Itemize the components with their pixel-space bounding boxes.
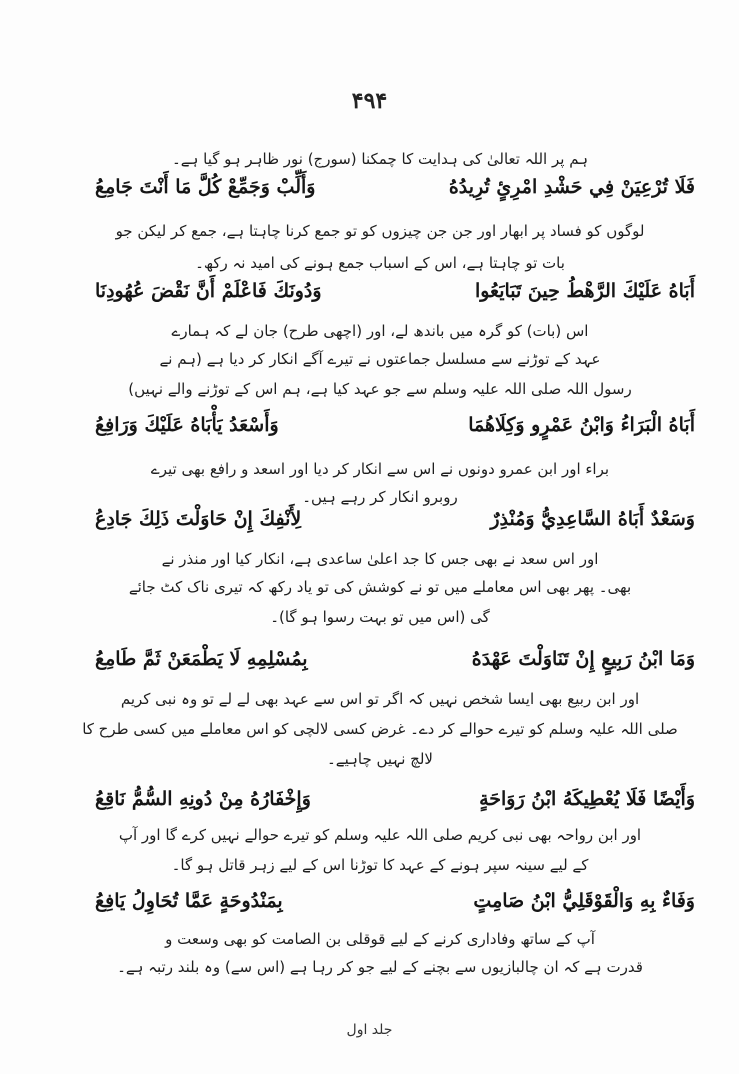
verse-hemistich-first: فَلَا تُرْعِيَنْ فِي حَشْدِ امْرِئٍ تُرِيدُهُ: [448, 176, 695, 198]
urdu-translation-line: رسول اللہ صلی اللہ علیہ وسلم سے جو عہد کیا ہے، ہم اس کے توڑنے والے نہیں): [128, 380, 632, 398]
urdu-translation-line: لالچ نہیں چاہیے۔: [327, 750, 433, 768]
urdu-translation-line: اور ابن ربیع بھی ایسا شخص نہیں کہ اگر تو اس سے عہد بھی لے لے تو وہ نبی کریم: [120, 690, 640, 708]
verse-line: [95, 890, 695, 922]
urdu-translation-line: قدرت ہے کہ ان چالبازیوں سے بچنے کے لیے جو کر رہا ہے (اس سے) وہ بلند رتبہ ہے۔: [117, 958, 643, 976]
urdu-translation-line: اور اس سعد نے بھی جس کا جد اعلیٰ ساعدی ہے، انکار کیا اور منذر نے: [161, 550, 599, 568]
verse-line: [95, 788, 695, 820]
verse-line: [95, 508, 695, 540]
verse-hemistich-first: أَبَاهُ عَلَيْكَ الرَّهْطُ حِينَ تَبَايَعُوا: [474, 280, 695, 302]
urdu-translation-line: صلی اللہ علیہ وسلم کو تیرے حوالے کر دے۔ غرض کسی لالچی کو اس معاملے میں کسی طرح کا: [82, 720, 678, 738]
verse-line: [95, 414, 695, 446]
verse-hemistich-second: وَأَسْعَدُ يَأْبَاهُ عَلَيْكَ وَرَافِعُ: [95, 414, 279, 436]
page-number: ۴۹۴: [351, 88, 388, 114]
verse-hemistich-first: أَبَاهُ الْبَرَاءُ وَابْنُ عَمْرٍو وَكِلَاهُمَا: [468, 414, 695, 436]
verse-hemistich-second: بِمُسْلِمِهِ لَا يَطْمَعَنْ ثَمَّ طَامِعُ: [95, 648, 308, 670]
urdu-translation-line: آپ کے ساتھ وفاداری کرنے کے لیے قوقلی بن الصامت کو بھی وسعت و: [165, 930, 595, 948]
urdu-translation-line: براء اور ابن عمرو دونوں نے اس سے انکار کر دیا اور اسعد و رافع بھی تیرے: [150, 460, 610, 478]
urdu-translation-line: گی (اس میں تو بہت رسوا ہو گا)۔: [270, 608, 490, 626]
verse-hemistich-first: وَمَا ابْنُ رَبِيعٍ إِنْ تَنَاوَلْتَ عَهْدَهُ: [471, 648, 695, 670]
urdu-translation-line: روبرو انکار کر رہے ہیں۔: [302, 488, 458, 506]
verse-line: [95, 280, 695, 312]
verse-hemistich-first: وَسَعْدٌ أَبَاهُ السَّاعِدِيُّ وَمُنْذِرٌ: [490, 508, 695, 530]
verse-hemistich-second: بِمَنْدُوحَةٍ عَمَّا تُحَاوِلُ يَافِعُ: [95, 890, 283, 912]
urdu-translation-line: ہم پر اللہ تعالیٰ کی ہدایت کا چمکنا (سورج) نور ظاہر ہو گیا ہے۔: [171, 150, 588, 168]
verse-hemistich-first: وَأَيْضًا فَلَا يُعْطِيكَهُ ابْنُ رَوَاحَةٍ: [479, 788, 695, 810]
verse-hemistich-second: وَأَلِّبْ وَجَمِّعْ كُلَّ مَا أَنْتَ جَامِعُ: [95, 176, 316, 198]
urdu-translation-line: بھی۔ پھر بھی اس معاملے میں تو نے کوشش کی تو یاد رکھ کہ تیری ناک کٹ جائے: [128, 578, 632, 596]
urdu-translation-line: اور ابن رواحہ بھی نبی کریم صلی اللہ علیہ وسلم کو تیرے حوالے نہیں کرے گا اور آپ: [118, 826, 642, 844]
urdu-translation-line: بات تو چاہتا ہے، اس کے اسباب جمع ہونے کی امید نہ رکھ۔: [195, 254, 565, 272]
verse-line: [95, 176, 695, 208]
verse-hemistich-first: وَفَاءٌ بِهِ وَالْقَوْقَلِيُّ ابْنُ صَامِتٍ: [473, 890, 695, 912]
verse-hemistich-second: وَدُونَكَ فَاعْلَمْ أَنَّ نَقْضَ عُهُودِنَا: [95, 280, 322, 302]
urdu-translation-line: کے لیے سینہ سپر ہونے کے عہد کا توڑنا اس کے لیے زہر قاتل ہو گا۔: [171, 856, 589, 874]
verse-hemistich-second: وَإِخْفَارُهُ مِنْ دُونِهِ السُّمُّ نَاقِعُ: [95, 788, 311, 810]
verse-line: [95, 648, 695, 680]
urdu-translation-line: عہد کے توڑنے سے مسلسل جماعتوں نے تیرے آگے انکار کر دیا ہے (ہم نے: [159, 350, 601, 368]
volume-footer: جلد اول: [346, 1022, 393, 1038]
urdu-translation-line: لوگوں کو فساد پر ابھار اور جن جن چیزوں کو تو جمع کرنا چاہتا ہے، جمع کر لیکن جو: [115, 222, 645, 240]
verse-hemistich-second: لِأَنْفِكَ إِنْ حَاوَلْتَ ذَلِكَ جَادِعُ: [95, 508, 302, 530]
urdu-translation-line: اس (بات) کو گرہ میں باندھ لے، اور (اچھی طرح) جان لے کہ ہمارے: [171, 322, 589, 340]
